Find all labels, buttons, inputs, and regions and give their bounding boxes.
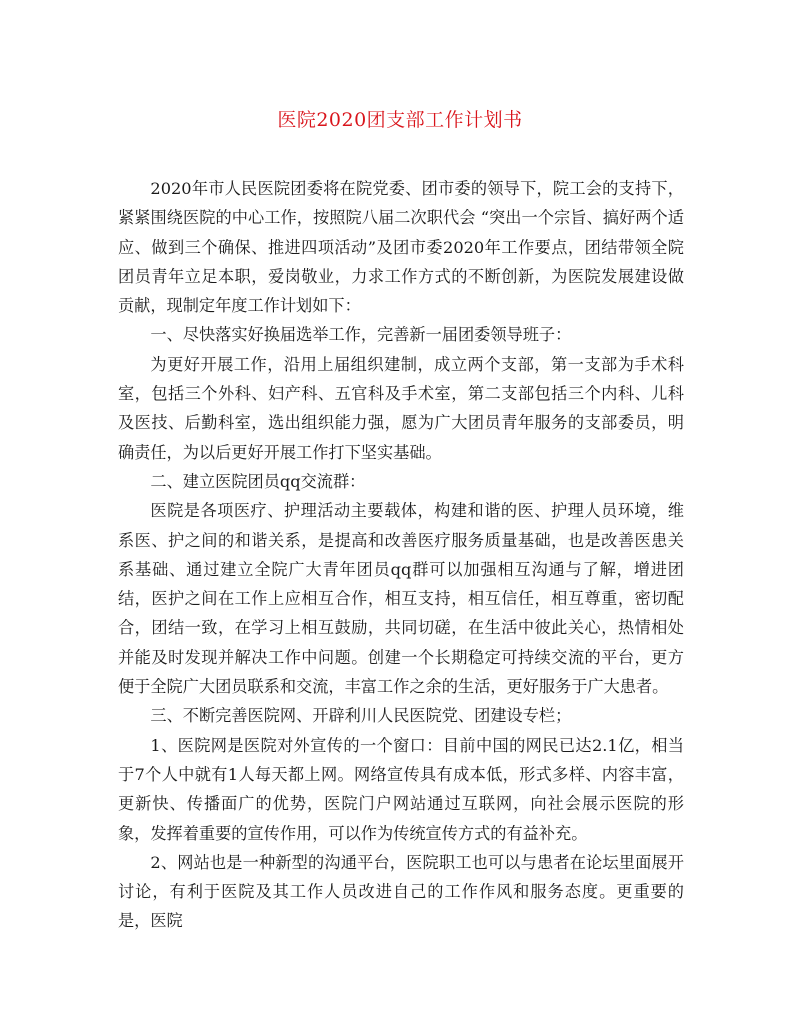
document-body (118, 174, 684, 936)
section-3-item-2: 2、网站也是一种新型的沟通平台，医院职工也可以与患者在论坛里面展开讨论，有利于医院及其工作人员改进自己的工作作风和服务态度。更重要的是，医院 (118, 852, 684, 931)
section-heading-2: 二、建立医院团员qq交流群： (150, 471, 366, 491)
document-title: 医院2020团支部工作计划书 (277, 109, 523, 131)
section-3-item-1: 1、医院网是医院对外宣传的一个窗口：目前中国的网民已达2.1亿，相当于7个人中就有1人每天都上网。网络宣传具有成本低，形式多样、内容丰富，更新快、传播面广的优势，医院门户网站通过互联网，向社会展示医院的形象，发挥着重要的宣传作用，可以作为传统宣传方式的有益补充。 (118, 735, 684, 843)
section-heading-1: 一、尽快落实好换届选举工作，完善新一届团委领导班子： (150, 325, 572, 345)
intro-paragraph: 2020年市人民医院团委将在院党委、团市委的领导下，院工会的支持下，紧紧围绕医院的中心工作，按照院八届二次职代会 “突出一个宗旨、搞好两个适应、做到三个确保、推进四项活动”及团市委2020年工作要点，团结带领全院团员青年立足本职，爱岗敬业，力求工作方式的不断创新，为医院发展建设做贡献，现制定年度工作计划如下： (118, 179, 684, 316)
section-heading-3: 三、不断完善医院网、开辟利川人民医院党、团建设专栏； (150, 706, 572, 726)
section-1-paragraph: 为更好开展工作，沿用上届组织建制，成立两个支部，第一支部为手术科室，包括三个外科、妇产科、五官科及手术室，第二支部包括三个内科、儿科及医技、后勤科室，选出组织能力强，愿为广大团员青年服务的支部委员，明确责任，为以后更好开展工作打下坚实基础。 (118, 354, 684, 462)
section-2-paragraph: 医院是各项医疗、护理活动主要载体，构建和谐的医、护理人员环境，维系医、护之间的和谐关系，是提高和改善医疗服务质量基础，也是改善医患关系基础、通过建立全院广大青年团员qq群可以加强相互沟通与了解，增进团结，医护之间在工作上应相互合作，相互支持，相互信任，相互尊重，密切配合，团结一致，在学习上相互鼓励，共同切磋，在生活中彼此关心，热情相处并能及时发现并解决工作中问题。创建一个长期稳定可持续交流的平台，更方便于全院广大团员联系和交流，丰富工作之余的生活，更好服务于广大患者。 (118, 501, 684, 697)
